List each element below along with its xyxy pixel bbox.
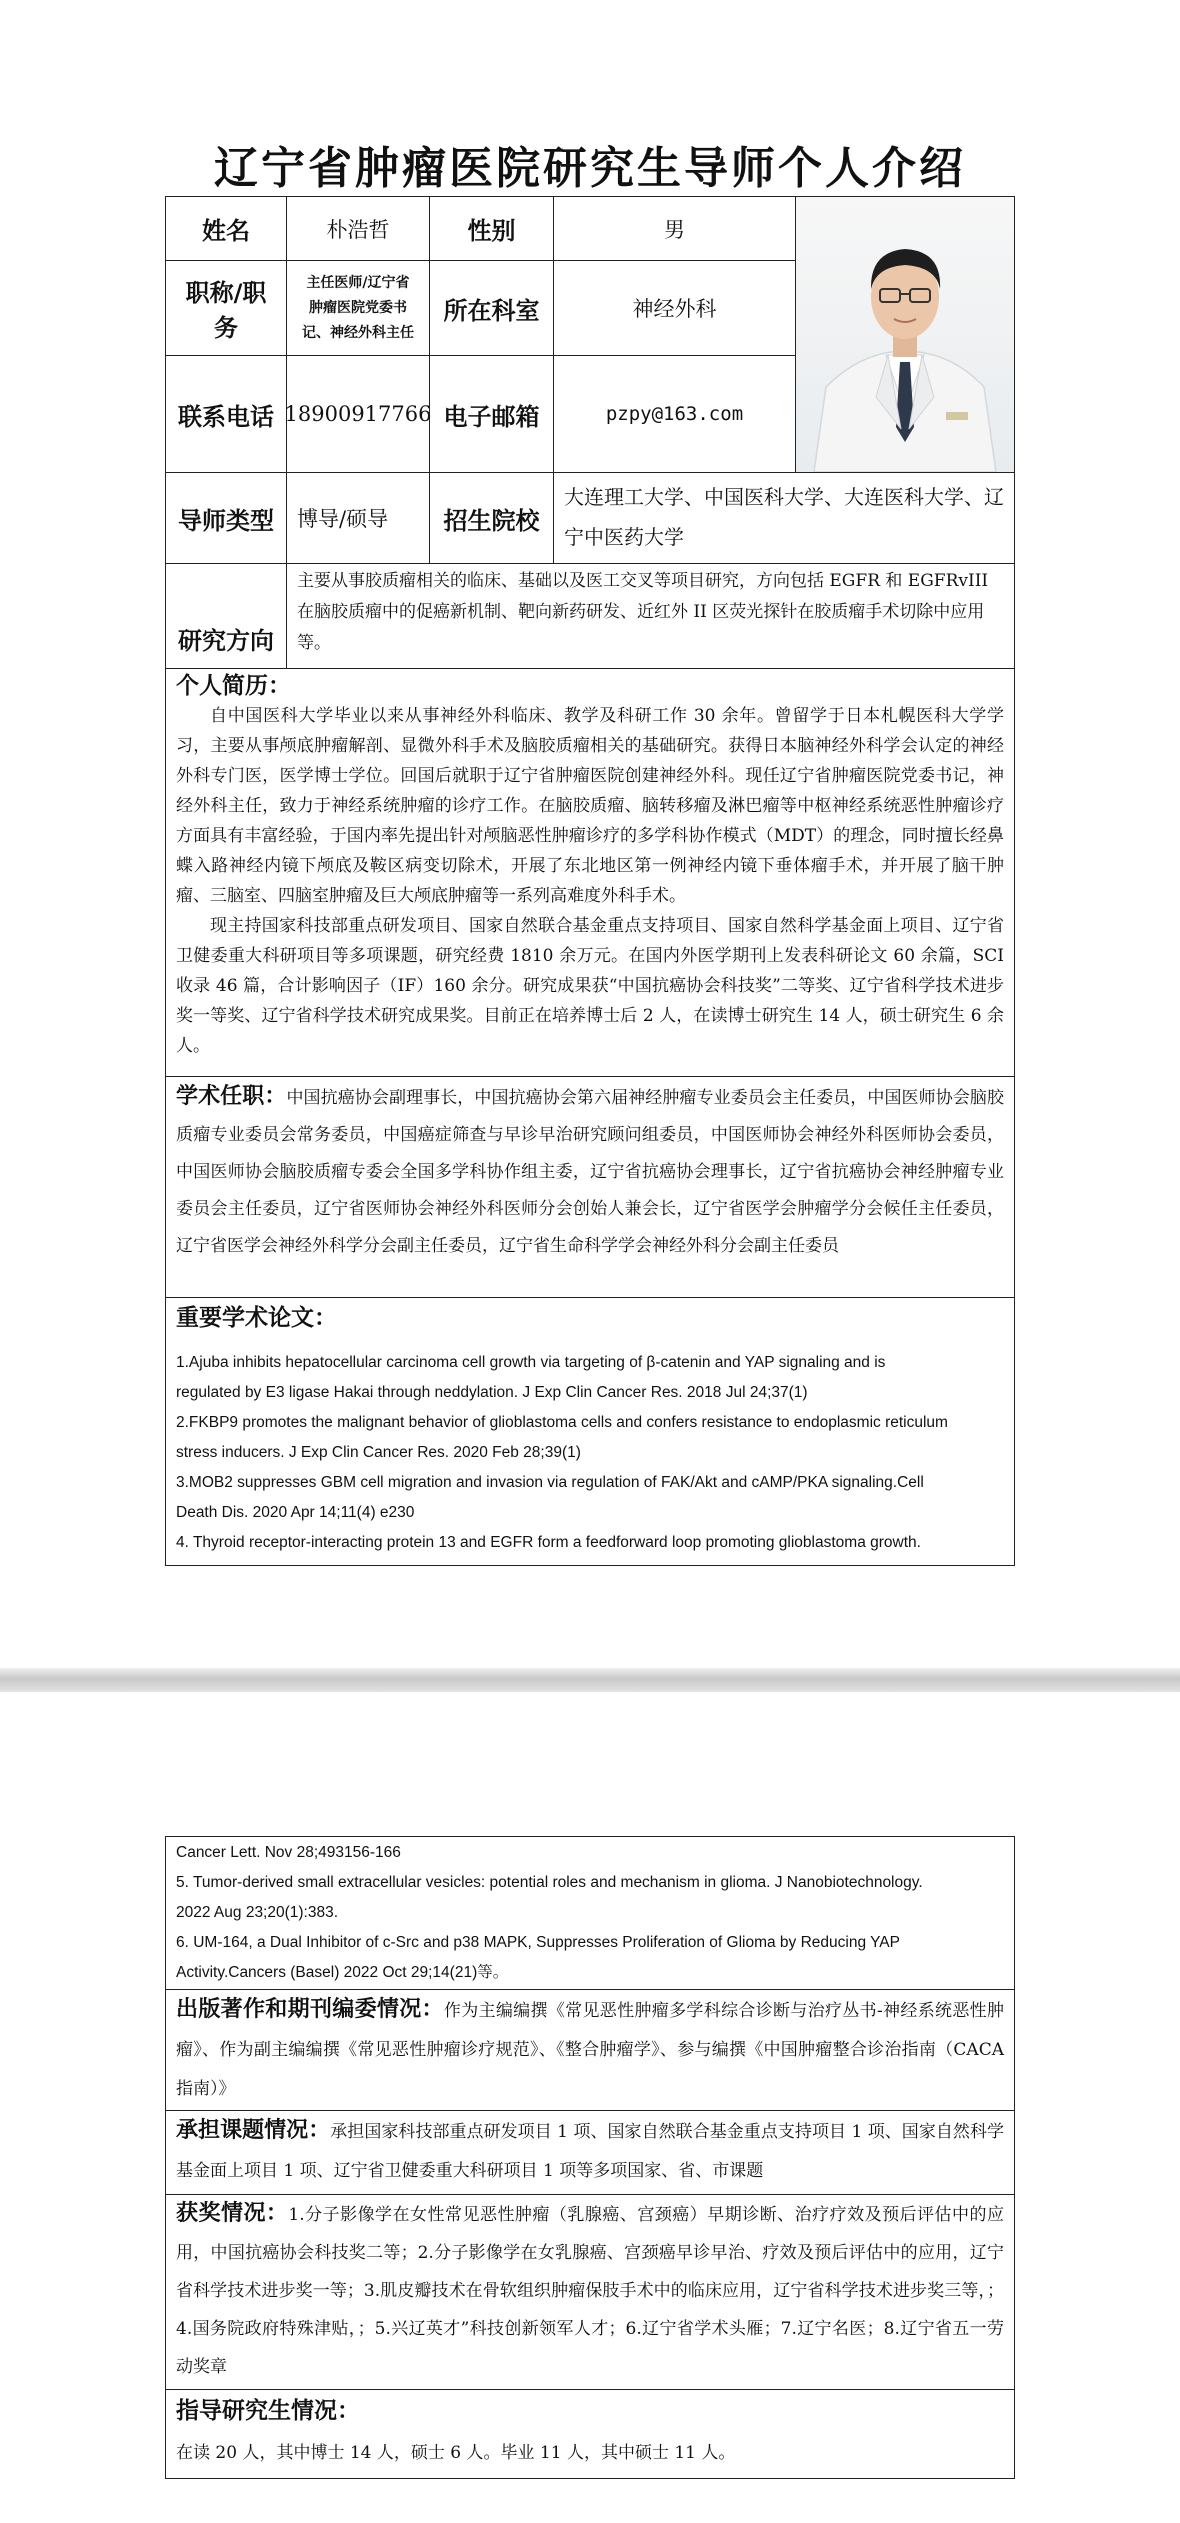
bio-heading: 个人简历： [176,673,291,699]
page-title: 辽宁省肿瘤医院研究生导师个人介绍 [214,143,966,194]
paper-6-line-1: 6. UM-164, a Dual Inhibitor of c-Src and p38 MAPK, Suppresses Proliferation of Glioma by Reducing YAP [176,1934,900,1951]
projects-heading: 承担课题情况： [176,2118,331,2143]
students-section [165,2389,1015,2479]
dept-value: 神经外科 [553,260,796,356]
paper-2-line-1: 2.FKBP9 promotes the malignant behavior of glioblastoma cells and confers resistance to endoplasmic reticulum [176,1414,948,1431]
school-label: 招生院校 [429,472,554,564]
portrait-photo [795,196,1015,473]
position-label [165,260,287,356]
papers-continued [165,1836,1015,1990]
position-label-line-1: 职称/职 [185,279,267,307]
paper-3-line-1: 3.MOB2 suppresses GBM cell migration and invasion via regulation of FAK/Akt and cAMP/PKA signaling.Cell [176,1474,924,1491]
name-value: 朴浩哲 [286,196,430,261]
academic-text: 中国抗癌协会副理事长，中国抗癌协会第六届神经肿瘤专业委员会主任委员，中国医师协会脑胶质瘤专业委员会常务委员，中国癌症筛查与早诊早治研究顾问组委员，中国医师协会神经外科医师协会委员，中国医师协会脑胶质瘤专委会全国多学科协作组主委，辽宁省抗癌协会理事长，辽宁省抗癌协会神经肿瘤专业委员会主任委员，辽宁省医师协会神经外科医师分会创始人兼会长，辽宁省医学会肿瘤学分会候任主任委员，辽宁省医学会神经外科学分会副主任委员，辽宁省生命科学学会神经外科分会副主任委员 [176,1088,1004,1256]
awards-heading: 获奖情况： [176,2201,289,2226]
papers-heading: 重要学术论文： [176,1305,337,1331]
books-section [165,1989,1015,2111]
mentor-type-value: 博导/硕导 [286,472,430,564]
students-text: 在读 20 人，其中博士 14 人，硕士 6 人。毕业 11 人，其中硕士 11 人。 [176,2443,736,2463]
books-heading: 出版著作和期刊编委情况： [176,1997,444,2022]
position-label-line-2: 务 [214,314,238,342]
page-2 [0,1692,1180,2523]
paper-1-line-2: regulated by E3 ligase Hakai through neddylation. J Exp Clin Cancer Res. 2018 Jul 24;37(1) [176,1384,808,1401]
awards-section [165,2194,1015,2390]
position-value [286,260,430,356]
students-heading: 指导研究生情况： [176,2398,360,2424]
projects-section [165,2110,1015,2195]
paper-5-line-2: 2022 Aug 23;20(1):383. [176,1904,339,1921]
research-value: 主要从事胶质瘤相关的临床、基础以及医工交叉等项目研究，方向包括 EGFR 和 EGFRvIII 在脑胶质瘤中的促癌新机制、靶向新药研发、近红外 II 区荧光探针在胶质瘤手术切除中应用等。 [286,563,1015,669]
name-label: 姓名 [165,196,287,261]
paper-4-line-2: Cancer Lett. Nov 28;493156-166 [176,1844,401,1861]
school-value: 大连理工大学、中国医科大学、大连医科大学、辽宁中医药大学 [553,472,1015,564]
paper-5-line-1: 5. Tumor-derived small extracellular vesicles: potential roles and mechanism in glioma. J Nanobiotechnology. [176,1874,923,1891]
portrait-image [796,197,1014,472]
bio-section [165,668,1015,1077]
dept-label: 所在科室 [429,260,554,356]
phone-value: 18900917766 [286,355,430,473]
paper-6-line-2: Activity.Cancers (Basel) 2022 Oct 29;14(21)等。 [176,1964,509,1981]
page-separator [0,1668,1180,1692]
awards-text: 1.分子影像学在女性常见恶性肿瘤（乳腺癌、宫颈癌）早期诊断、治疗疗效及预后评估中的应用，中国抗癌协会科技奖二等；2.分子影像学在女乳腺癌、宫颈癌早诊早治、疗效及预后评估中的应用，辽宁省科学技术进步奖一等；3.肌皮瓣技术在骨软组织肿瘤保肢手术中的临床应用，辽宁省科学技术进步奖三等，；4.国务院政府特殊津贴，；5.兴辽英才”科技创新领军人才；6.辽宁省学术头雁；7.辽宁名医；8.辽宁省五一劳动奖章 [176,2205,1004,2377]
mentor-type-label: 导师类型 [165,472,287,564]
academic-heading: 学术任职： [176,1084,287,1109]
gender-label: 性别 [429,196,554,261]
academic-section [165,1076,1015,1298]
projects-text: 承担国家科技部重点研发项目 1 项、国家自然联合基金重点支持项目 1 项、国家自然科学基金面上项目 1 项、辽宁省卫健委重大科研项目 1 项等多项国家、省、市课题 [176,2122,1004,2181]
paper-1-line-1: 1.Ajuba inhibits hepatocellular carcinoma cell growth via targeting of β-catenin and YAP signaling and is [176,1354,886,1371]
email-label: 电子邮箱 [429,355,554,473]
bio-paragraph-1: 自中国医科大学毕业以来从事神经外科临床、教学及科研工作 30 余年。曾留学于日本札幌医科大学学习，主要从事颅底肿瘤解剖、显微外科手术及脑胶质瘤相关的基础研究。获得日本脑神经外科学会认定的神经外科专门医，医学博士学位。回国后就职于辽宁省肿瘤医院创建神经外科。现任辽宁省肿瘤医院党委书记，神经外科主任，致力于神经系统肿瘤的诊疗工作。在脑胶质瘤、脑转移瘤及淋巴瘤等中枢神经系统恶性肿瘤诊疗方面具有丰富经验，于国内率先提出针对颅脑恶性肿瘤诊疗的多学科协作模式（MDT）的理念，同时擅长经鼻蝶入路神经内镜下颅底及鞍区病变切除术，开展了东北地区第一例神经内镜下垂体瘤手术，并开展了脑干肿瘤、三脑室、四脑室肿瘤及巨大颅底肿瘤等一系列高难度外科手术。 [176,706,1004,906]
gender-value: 男 [553,196,796,261]
books-text: 作为主编编撰《常见恶性肿瘤多学科综合诊断与治疗丛书-神经系统恶性肿瘤》、作为副主编编撰《常见恶性肿瘤诊疗规范》、《整合肿瘤学》、参与编撰《中国肿瘤整合诊治指南（CACA 指南）》 [176,2001,1004,2099]
paper-3-line-2: Death Dis. 2020 Apr 14;11(4) e230 [176,1504,415,1521]
bio-paragraph-2: 现主持国家科技部重点研发项目、国家自然联合基金重点支持项目、国家自然科学基金面上项目、辽宁省卫健委重大科研项目等多项课题，研究经费 1810 余万元。在国内外医学期刊上发表科研论文 60 余篇，SCI 收录 46 篇，合计影响因子（IF）160 余分。研究成果获“中国抗癌协会科技奖”二等奖、辽宁省科学技术进步奖一等奖、辽宁省科学技术研究成果奖。目前正在培养博士后 2 人，在读博士研究生 14 人，硕士研究生 6 余人。 [176,916,1004,1056]
phone-label: 联系电话 [165,355,287,473]
email-value: pzpy@163.com [553,355,796,473]
paper-2-line-2: stress inducers. J Exp Clin Cancer Res. 2020 Feb 28;39(1) [176,1444,581,1461]
paper-4-line-1: 4. Thyroid receptor-interacting protein 13 and EGFR form a feedforward loop promoting glioblastoma growth. [176,1534,921,1551]
position-value-line-3: 记、神经外科主任 [302,324,414,341]
research-label: 研究方向 [165,563,287,669]
position-value-line-1: 主任医师/辽宁省 [306,274,410,291]
papers-section [165,1297,1015,1566]
position-value-line-2: 肿瘤医院党委书 [309,299,407,316]
